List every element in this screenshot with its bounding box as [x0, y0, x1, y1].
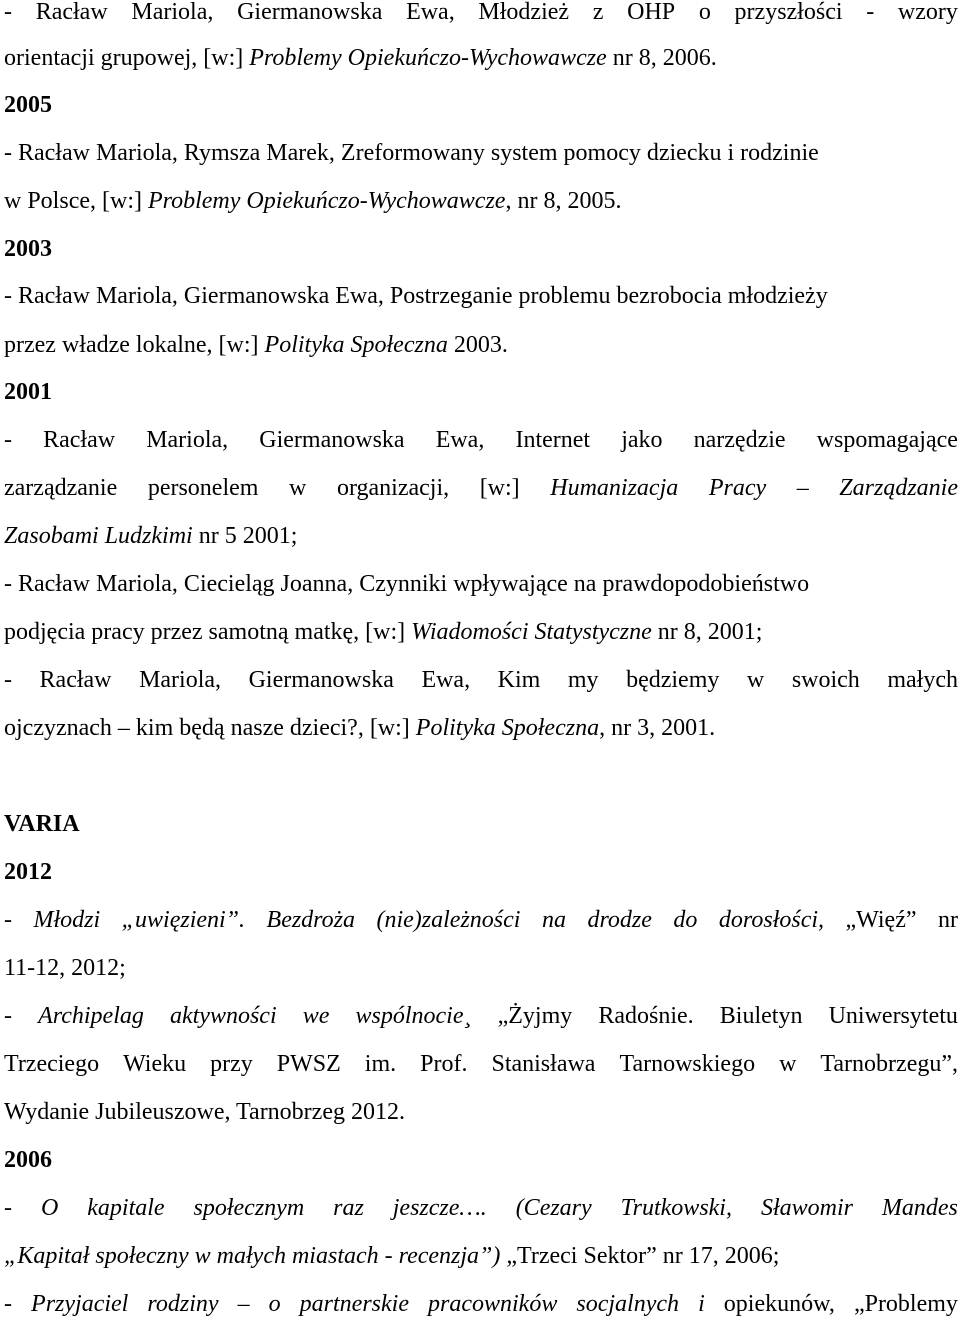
word: -: [4, 0, 12, 25]
word: „uwięzieni”.: [121, 907, 246, 933]
word: do: [673, 907, 698, 933]
word: Tarnowskiego: [619, 1051, 756, 1077]
text-line: ojczyznach – kim będą nasze dzieci?, [w:] Polityka Społeczna, nr 3, 2001.: [4, 715, 716, 741]
text-line: [4, 1289, 958, 1319]
text-line: [4, 1049, 958, 1079]
word: pracowników: [428, 1291, 558, 1317]
word: i: [698, 1291, 705, 1317]
word: „Więź”: [845, 907, 917, 933]
word: -: [4, 1195, 12, 1221]
word: -: [4, 667, 12, 693]
word: na: [541, 907, 566, 933]
word: jako: [621, 427, 663, 453]
word: drodze: [587, 907, 652, 933]
word: Humanizacja: [550, 475, 679, 501]
word: małych: [887, 667, 958, 693]
word: Ewa,: [421, 667, 471, 693]
word: Racław: [35, 0, 108, 25]
text-line: Zasobami Ludzkimi nr 5 2001;: [4, 523, 298, 549]
word: Biuletyn: [719, 1003, 803, 1029]
word: -: [4, 907, 12, 933]
word: z: [592, 0, 604, 25]
word: Internet: [515, 427, 591, 453]
word: Uniwersytetu: [828, 1003, 958, 1029]
word: wspomagające: [816, 427, 958, 453]
text-line: - Racław Mariola, Giermanowska Ewa, Postrzeganie problemu bezrobocia młodzieży: [4, 283, 828, 309]
word: organizacji,: [336, 475, 450, 501]
text-line: [4, 665, 958, 695]
word: Sławomir: [760, 1195, 853, 1221]
year-heading: 2012: [4, 859, 52, 885]
word: „Żyjmy: [497, 1003, 573, 1029]
year-heading: 2006: [4, 1147, 52, 1173]
word: Stanisława: [491, 1051, 596, 1077]
word: my: [567, 667, 599, 693]
text-line: w Polsce, [w:] Problemy Opiekuńczo-Wychowawcze, nr 8, 2005.: [4, 188, 622, 214]
text-line: podjęcia pracy przez samotną matkę, [w:] Wiadomości Statystyczne nr 8, 2001;: [4, 619, 763, 645]
word: Wieku: [123, 1051, 187, 1077]
word: rodziny: [147, 1291, 219, 1317]
word: o: [698, 0, 711, 25]
word: partnerskie: [299, 1291, 409, 1317]
text-line: przez władze lokalne, [w:] Polityka Społeczna 2003.: [4, 332, 508, 358]
word: Ewa,: [406, 0, 455, 25]
text-line: orientacji grupowej, [w:] Problemy Opiekuńczo-Wychowawcze nr 8, 2006.: [4, 45, 717, 71]
word: dorosłości,: [718, 907, 825, 933]
word: Giermanowska: [259, 427, 405, 453]
text-line: [4, 1001, 958, 1031]
word: personelem: [147, 475, 259, 501]
word: Prof.: [420, 1051, 468, 1077]
word: Ewa,: [435, 427, 485, 453]
word: OHP: [627, 0, 676, 25]
word: Bezdroża: [266, 907, 355, 933]
year-heading: 2001: [4, 379, 52, 405]
word: -: [4, 1291, 12, 1317]
word: kapitale: [87, 1195, 165, 1221]
word: im.: [364, 1051, 397, 1077]
word: przy: [210, 1051, 253, 1077]
word: wspólnocie¸: [355, 1003, 472, 1029]
word: (nie)zależności: [376, 907, 521, 933]
word: –: [796, 475, 809, 501]
text-line: [4, 425, 958, 455]
word: jeszcze….: [392, 1195, 487, 1221]
word: Zarządzanie: [839, 475, 958, 501]
word: w: [289, 475, 307, 501]
word: Radośnie.: [598, 1003, 694, 1029]
word: Giermanowska: [237, 0, 383, 25]
word: aktywności: [169, 1003, 277, 1029]
word: w: [746, 667, 765, 693]
text-line: [4, 1193, 958, 1223]
word: „Problemy: [853, 1291, 958, 1317]
word: wzory: [897, 0, 958, 25]
word: Tarnobrzegu”,: [820, 1051, 958, 1077]
word: o: [268, 1291, 281, 1317]
word: przyszłości: [734, 0, 843, 25]
text-line: - Racław Mariola, Ciecieląg Joanna, Czynniki wpływające na prawdopodobieństwo: [4, 571, 810, 597]
word: Mandes: [881, 1195, 958, 1221]
word: Kim: [497, 667, 541, 693]
word: zarządzanie: [4, 475, 118, 501]
year-heading: 2003: [4, 236, 52, 262]
word: Archipelag: [38, 1003, 144, 1029]
word: w: [779, 1051, 797, 1077]
text-line: [4, 473, 958, 503]
word: O: [40, 1195, 59, 1221]
section-heading: VARIA: [4, 811, 80, 837]
word: nr: [938, 907, 958, 933]
word: Mariola,: [146, 427, 229, 453]
word: Mariola,: [139, 667, 222, 693]
text-line: [4, 905, 958, 935]
text-line: - Racław Mariola, Rymsza Marek, Zreformowany system pomocy dziecku i rodzinie: [4, 140, 819, 166]
year-heading: 2005: [4, 92, 52, 118]
word: (Cezary: [515, 1195, 592, 1221]
word: Trzeciego: [4, 1051, 100, 1077]
word: Przyjaciel: [31, 1291, 129, 1317]
word: -: [866, 0, 875, 25]
word: [w:]: [479, 475, 520, 501]
word: Trutkowski,: [620, 1195, 732, 1221]
text-line: Wydanie Jubileuszowe, Tarnobrzeg 2012.: [4, 1099, 405, 1125]
text-line: „Kapitał społeczny w małych miastach - recenzja”) „Trzeci Sektor” nr 17, 2006;: [4, 1243, 780, 1269]
word: Giermanowska: [248, 667, 394, 693]
text-line: [4, 0, 958, 27]
word: Pracy: [708, 475, 767, 501]
word: opiekunów,: [723, 1291, 835, 1317]
text-line: 11-12, 2012;: [4, 955, 126, 981]
word: będziemy: [626, 667, 720, 693]
word: -: [4, 1003, 12, 1029]
word: Racław: [39, 667, 112, 693]
word: Młodzi: [33, 907, 101, 933]
word: we: [302, 1003, 330, 1029]
word: raz: [333, 1195, 364, 1221]
word: Mariola,: [131, 0, 214, 25]
word: swoich: [791, 667, 860, 693]
word: narzędzie: [693, 427, 786, 453]
word: społecznym: [193, 1195, 305, 1221]
word: Młodzież: [478, 0, 570, 25]
word: socjalnych: [576, 1291, 680, 1317]
word: Racław: [43, 427, 116, 453]
word: –: [237, 1291, 250, 1317]
word: PWSZ: [276, 1051, 341, 1077]
word: -: [4, 427, 12, 453]
